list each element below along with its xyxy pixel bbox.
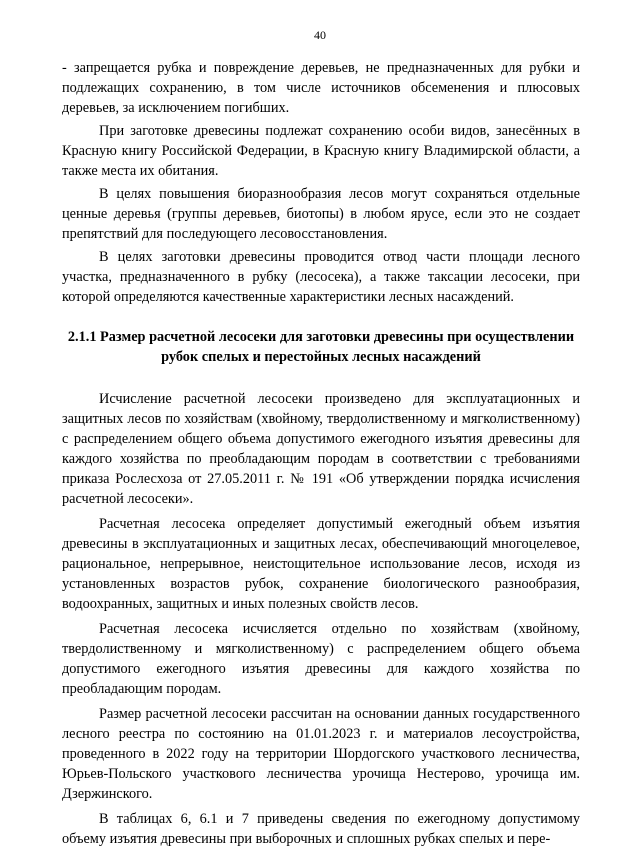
section-heading: 2.1.1 Размер расчетной лесосеки для заготовки древесины при осуществлении рубок спелых и перестойных лесных насаждений <box>67 329 575 365</box>
paragraph-plot-allocation: В целях заготовки древесины проводится отвод части площади лесного участка, предназначенного в рубку (лесосека), а также таксации лесосеки, при которой определяются качественные характеристики лесных насаждений. <box>62 249 580 305</box>
paragraph-logging-prohibition: - запрещается рубка и повреждение деревьев, не предназначенных для рубки и подлежащих сохранению, в том числе источников обсеменения и плюсовых деревьев, за исключением погибших. <box>62 60 580 116</box>
page-content <box>62 58 580 849</box>
paragraph-calculation-basis: Исчисление расчетной лесосеки произведено для эксплуатационных и защитных лесов по хозяйствам (хвойному, твердолиственному и мягколиственному) с распределением общего объема допустимого ежегодного изъятия древесины для каждого хозяйства по преобладающим породам в соответствии с требованиями приказа Рослесхоза от 27.05.2011 г. № 191 «Об утверждении порядка исчисления расчетной лесосеки». <box>62 391 580 507</box>
paragraph-allowable-cut-definition: Расчетная лесосека определяет допустимый ежегодный объем изъятия древесины в эксплуатационных и защитных лесах, обеспечивающий многоцелевое, рациональное, непрерывное, неистощительное использование лесов, исходя из установленных возрастов рубок, сохранение биологического разнообразия, водоохранных, защитных и иных полезных свойств лесов. <box>62 516 580 612</box>
page-number: 40 <box>314 28 326 42</box>
paragraph-biodiversity: В целях повышения биоразнообразия лесов могут сохраняться отдельные ценные деревья (группы деревьев, биотопы) в любом ярусе, если это не создает препятствий для последующего лесовосстановления. <box>62 186 580 242</box>
paragraph-red-book-species: При заготовке древесины подлежат сохранению особи видов, занесённых в Красную книгу Российской Федерации, в Красную книгу Владимирской области, а также места их обитания. <box>62 123 580 179</box>
paragraph-data-sources: Размер расчетной лесосеки рассчитан на основании данных государственного лесного реестра по состоянию на 01.01.2023 г. и материалов лесоустройства, проведенного в 2022 году на территории Шордогского участкового лесничества, Юрьев-Польского участкового лесничества урочища Нестерово, урочища им. Дзержинского. <box>62 706 580 802</box>
paragraph-tables-reference: В таблицах 6, 6.1 и 7 приведены сведения по ежегодному допустимому объему изъятия древесины при выборочных и сплошных рубках спелых и пере- <box>62 811 580 847</box>
paragraph-by-management-type: Расчетная лесосека исчисляется отдельно по хозяйствам (хвойному, твердолиственному и мягколиственному) с распределением общего объема допустимого ежегодного изъятия древесины для каждого хозяйства по преобладающим породам. <box>62 621 580 697</box>
